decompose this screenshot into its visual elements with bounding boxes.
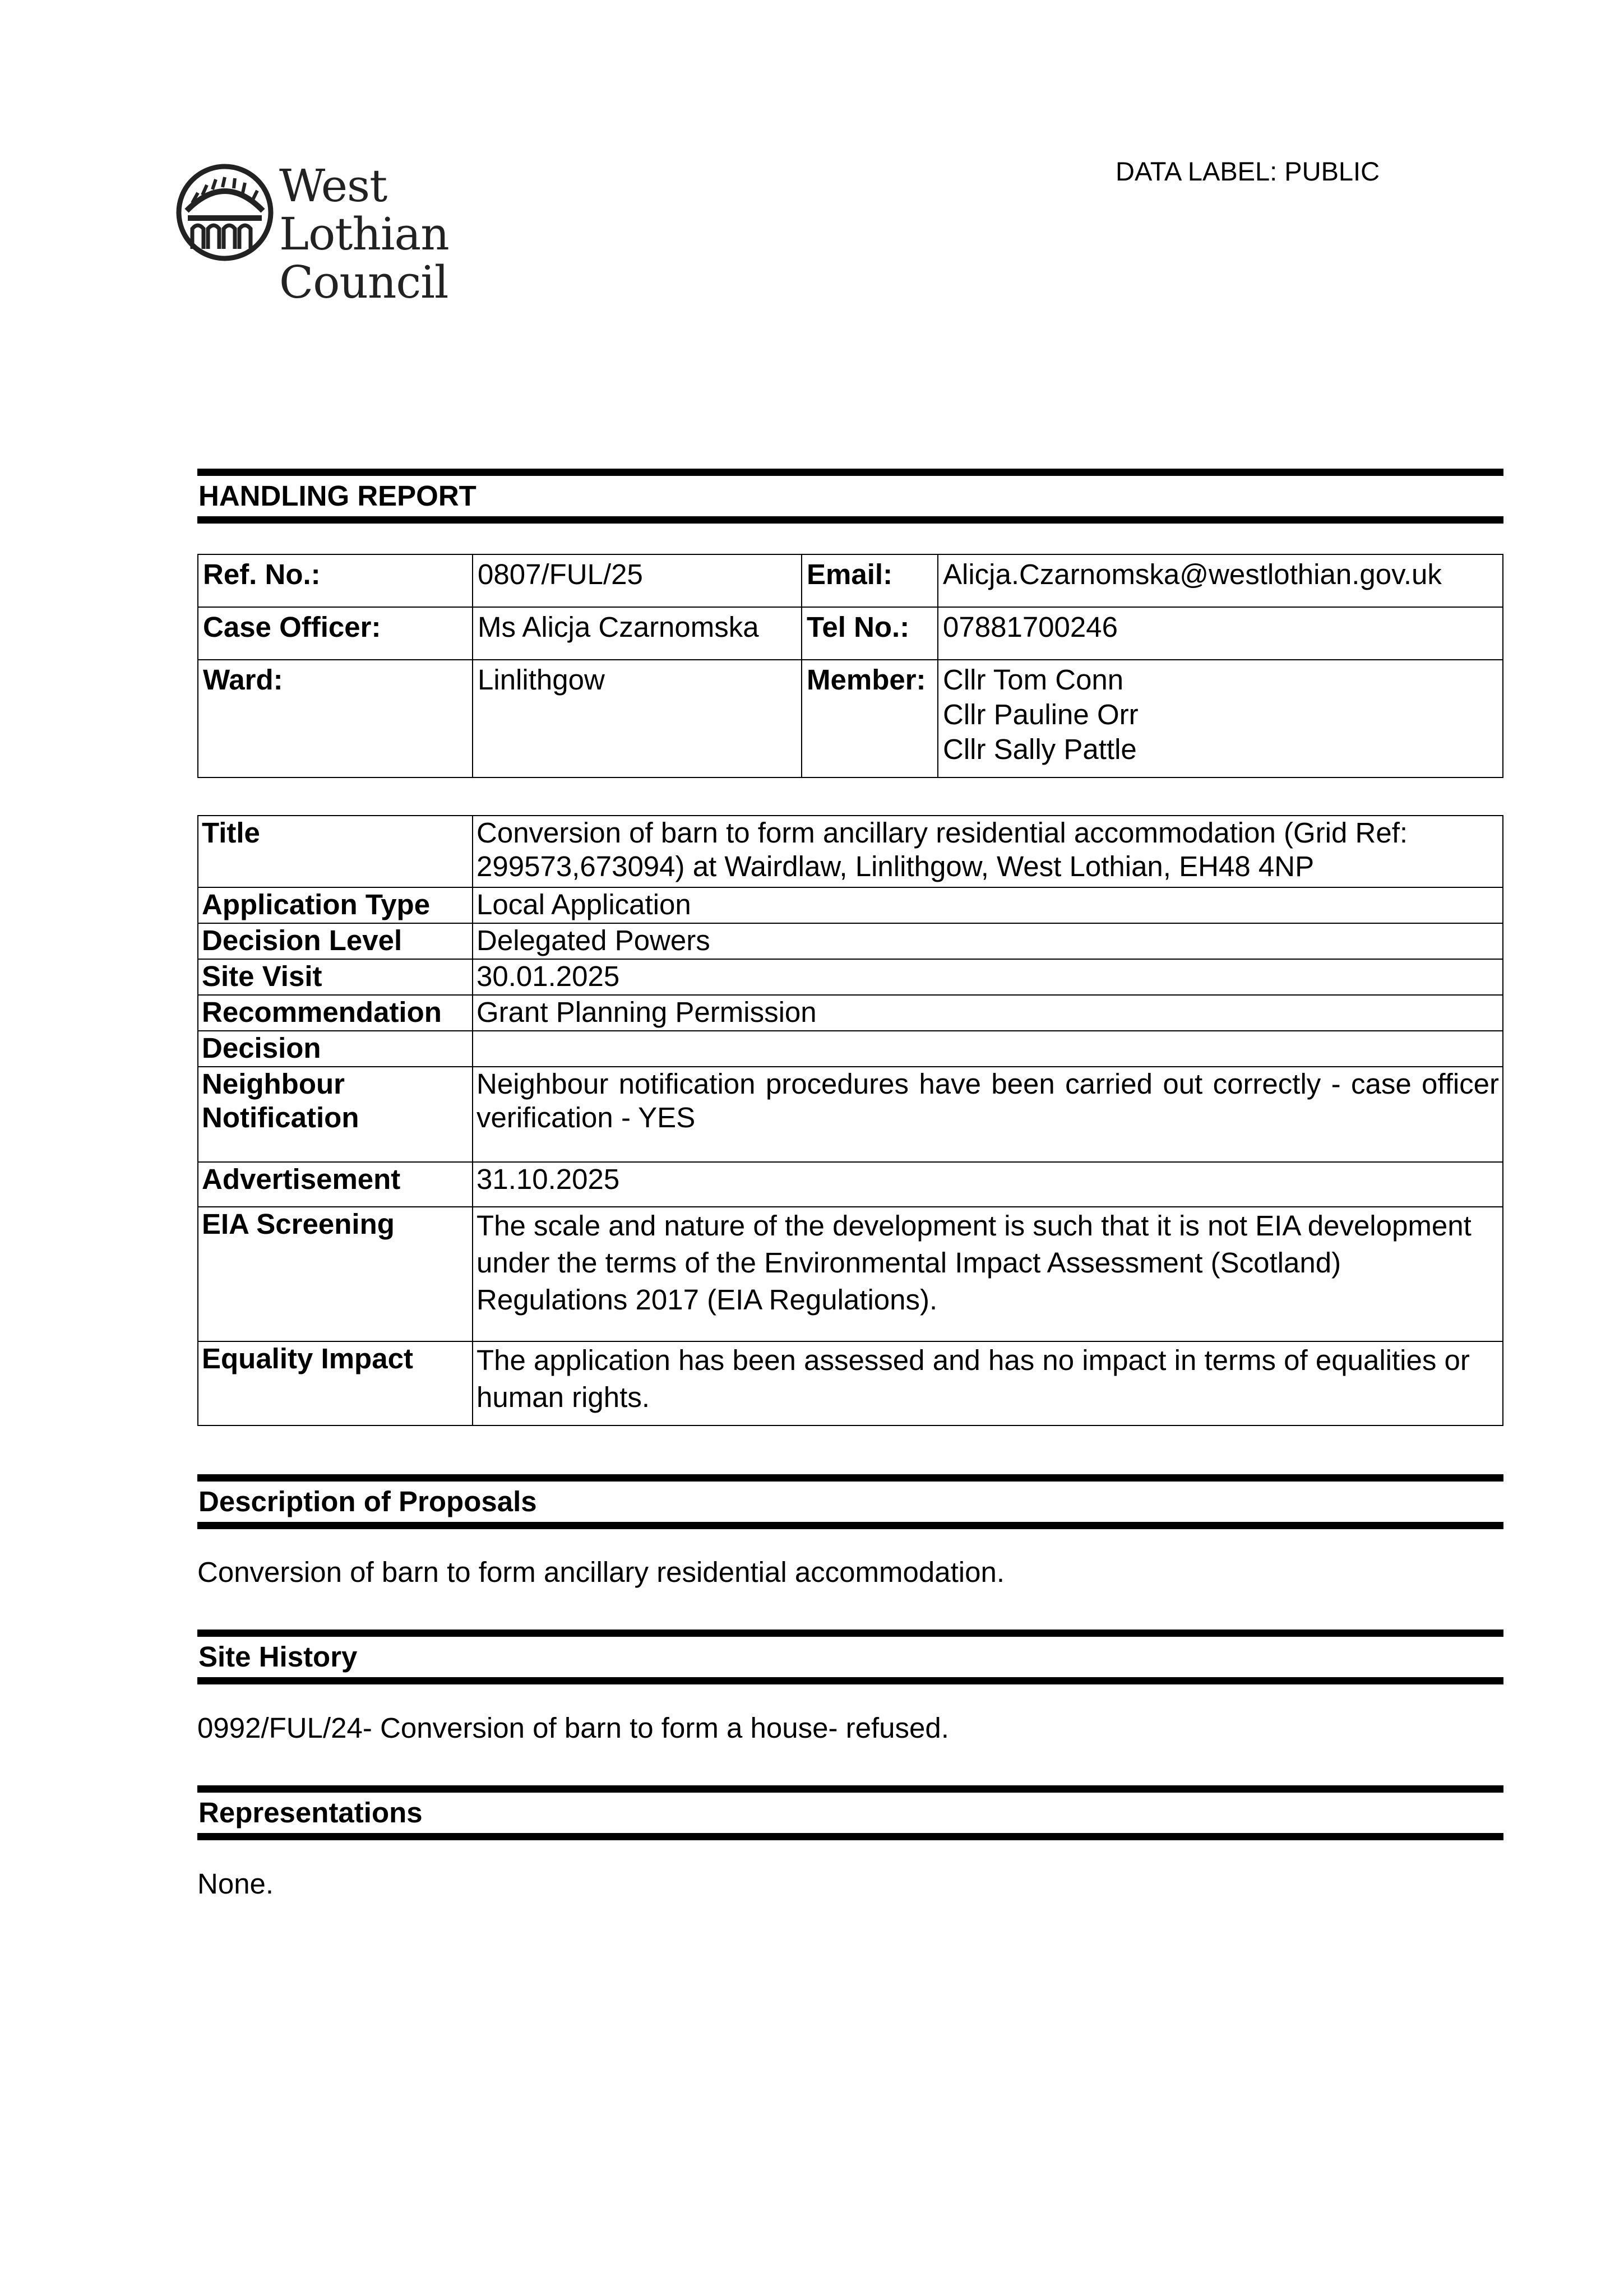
officer-label: Case Officer: <box>198 607 473 660</box>
detail-value: Conversion of barn to form ancillary residential accommodation (Grid Ref: 299573,673094) at Wairdlaw, Linlithgow, West Lothian, EH48 4NP <box>473 816 1503 887</box>
detail-label: Equality Impact <box>198 1341 473 1425</box>
detail-value: 31.10.2025 <box>473 1162 1503 1207</box>
table-row <box>198 607 1503 660</box>
detail-value: Neighbour notification procedures have been carried out correctly - case officer verification - YES <box>473 1067 1503 1162</box>
detail-label: Advertisement <box>198 1162 473 1207</box>
tel-value: 07881700246 <box>938 607 1503 660</box>
detail-label: Decision <box>198 1031 473 1067</box>
section-text-site-history: 0992/FUL/24- Conversion of barn to form a house- refused. <box>197 1712 949 1744</box>
detail-value: The scale and nature of the development is such that it is not EIA development under the terms of the Environmental Impact Assessment (Scotland) Regulations 2017 (EIA Regulations). <box>473 1207 1503 1341</box>
details-section <box>197 815 1503 1426</box>
section-heading-description: Description of Proposals <box>197 1474 1503 1529</box>
detail-label: Recommendation <box>198 995 473 1031</box>
member-name: Cllr Sally Pattle <box>943 733 1137 765</box>
member-name: Cllr Pauline Orr <box>943 698 1139 730</box>
officer-value: Ms Alicja Czarnomska <box>473 607 802 660</box>
table-row <box>198 959 1503 995</box>
detail-value: Delegated Powers <box>473 923 1503 959</box>
detail-label: Decision Level <box>198 923 473 959</box>
table-row <box>198 995 1503 1031</box>
logo-text-line1: West Lothian <box>279 160 449 260</box>
member-label: Member: <box>802 660 938 777</box>
section-text-description: Conversion of barn to form ancillary residential accommodation. <box>197 1556 1005 1588</box>
logo-text-line2: Council <box>279 256 448 308</box>
table-row <box>198 1207 1503 1341</box>
table-row <box>198 923 1503 959</box>
table-row <box>198 1031 1503 1067</box>
member-name: Cllr Tom Conn <box>943 664 1124 696</box>
detail-label: EIA Screening <box>198 1207 473 1341</box>
section-text-representations: None. <box>197 1868 274 1900</box>
detail-value: Grant Planning Permission <box>473 995 1503 1031</box>
details-table <box>197 815 1503 1426</box>
council-logo <box>175 159 557 308</box>
detail-label: Title <box>198 816 473 887</box>
table-row <box>198 1067 1503 1162</box>
ref-value: 0807/FUL/25 <box>473 554 802 607</box>
detail-value: 30.01.2025 <box>473 959 1503 995</box>
table-row <box>198 887 1503 923</box>
email-label: Email: <box>802 554 938 607</box>
viaduct-emblem-icon <box>175 159 276 266</box>
table-row <box>198 816 1503 887</box>
table-row <box>198 660 1503 777</box>
table-row <box>198 554 1503 607</box>
report-title: HANDLING REPORT <box>197 469 1503 524</box>
email-value: Alicja.Czarnomska@westlothian.gov.uk <box>938 554 1503 607</box>
case-info-section <box>197 554 1503 778</box>
detail-value: The application has been assessed and has no impact in terms of equalities or human rights. <box>473 1341 1503 1425</box>
table-row <box>198 1341 1503 1425</box>
ref-label: Ref. No.: <box>198 554 473 607</box>
detail-label: Neighbour Notification <box>198 1067 473 1162</box>
ward-value: Linlithgow <box>473 660 802 777</box>
data-label: DATA LABEL: PUBLIC <box>1116 156 1380 186</box>
section-heading-site-history: Site History <box>197 1630 1503 1684</box>
section-heading-representations: Representations <box>197 1785 1503 1840</box>
table-row <box>198 1162 1503 1207</box>
case-info-table <box>197 554 1503 778</box>
detail-label: Site Visit <box>198 959 473 995</box>
detail-value <box>473 1031 1503 1067</box>
detail-label: Application Type <box>198 887 473 923</box>
tel-label: Tel No.: <box>802 607 938 660</box>
detail-value: Local Application <box>473 887 1503 923</box>
ward-label: Ward: <box>198 660 473 777</box>
member-list <box>938 660 1503 777</box>
